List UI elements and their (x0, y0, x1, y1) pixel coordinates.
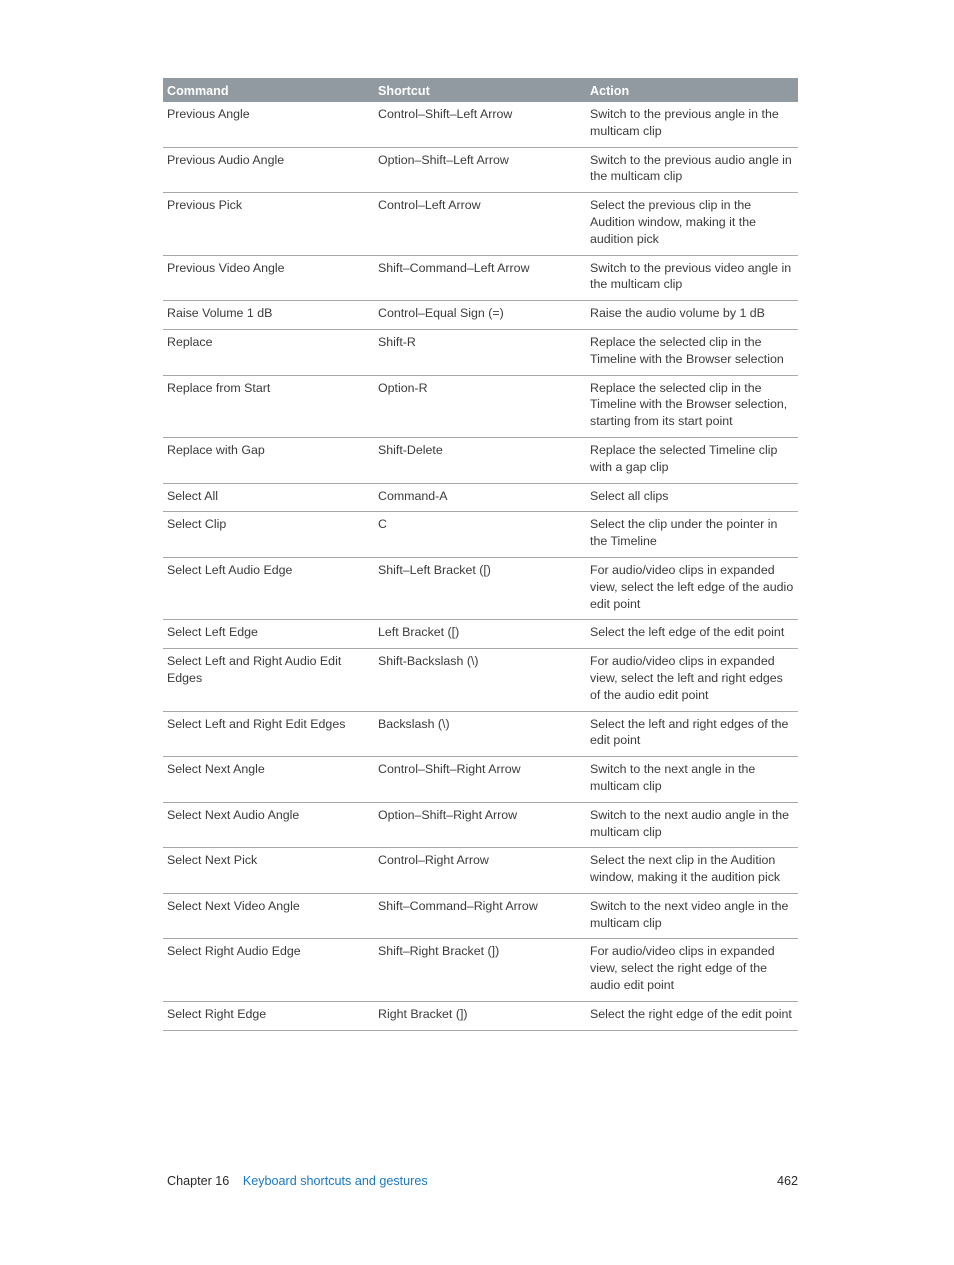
table-row (163, 848, 798, 894)
shortcut-cell: Option-R (374, 375, 586, 437)
action-cell: Select all clips (586, 483, 798, 512)
shortcut-table (163, 78, 798, 1031)
command-cell: Raise Volume 1 dB (163, 301, 374, 330)
shortcut-cell: Control–Left Arrow (374, 193, 586, 255)
shortcut-cell: Option–Shift–Right Arrow (374, 802, 586, 848)
command-cell: Select Next Angle (163, 757, 374, 803)
table-header-row (163, 78, 798, 102)
table-row (163, 557, 798, 619)
action-cell: Select the left edge of the edit point (586, 620, 798, 649)
column-header-command: Command (163, 78, 374, 102)
action-cell: Switch to the next audio angle in the multicam clip (586, 802, 798, 848)
shortcut-cell: Shift–Command–Left Arrow (374, 255, 586, 301)
action-cell: Switch to the next angle in the multicam clip (586, 757, 798, 803)
action-cell: Select the next clip in the Audition window, making it the audition pick (586, 848, 798, 894)
table-row (163, 329, 798, 375)
table-row (163, 620, 798, 649)
table-row (163, 102, 798, 147)
command-cell: Replace with Gap (163, 437, 374, 483)
command-cell: Replace (163, 329, 374, 375)
shortcut-cell: Backslash (\) (374, 711, 586, 757)
command-cell: Select Left and Right Audio Edit Edges (163, 649, 374, 711)
table-row (163, 147, 798, 193)
table-row (163, 301, 798, 330)
action-cell: Raise the audio volume by 1 dB (586, 301, 798, 330)
command-cell: Select Right Edge (163, 1001, 374, 1030)
command-cell: Select Next Audio Angle (163, 802, 374, 848)
action-cell: Select the right edge of the edit point (586, 1001, 798, 1030)
shortcut-cell: C (374, 512, 586, 558)
table-row (163, 1001, 798, 1030)
shortcut-cell: Shift-Delete (374, 437, 586, 483)
action-cell: Replace the selected clip in the Timeline with the Browser selection (586, 329, 798, 375)
action-cell: Select the left and right edges of the edit point (586, 711, 798, 757)
command-cell: Select Next Video Angle (163, 893, 374, 939)
command-cell: Replace from Start (163, 375, 374, 437)
command-cell: Select Right Audio Edge (163, 939, 374, 1001)
action-cell: For audio/video clips in expanded view, select the right edge of the audio edit point (586, 939, 798, 1001)
table-row (163, 437, 798, 483)
shortcut-cell: Shift-Backslash (\) (374, 649, 586, 711)
table-row (163, 939, 798, 1001)
chapter-title-link[interactable]: Keyboard shortcuts and gestures (242, 1174, 428, 1188)
action-cell: Replace the selected clip in the Timeline with the Browser selection, starting from its start point (586, 375, 798, 437)
table-row (163, 893, 798, 939)
table-row (163, 757, 798, 803)
action-cell: For audio/video clips in expanded view, select the left and right edges of the audio edit point (586, 649, 798, 711)
shortcut-cell: Shift–Left Bracket ([) (374, 557, 586, 619)
action-cell: Select the clip under the pointer in the Timeline (586, 512, 798, 558)
shortcut-cell: Option–Shift–Left Arrow (374, 147, 586, 193)
shortcut-cell: Shift–Right Bracket (]) (374, 939, 586, 1001)
command-cell: Select Next Pick (163, 848, 374, 894)
column-header-shortcut: Shortcut (374, 78, 586, 102)
table-row (163, 193, 798, 255)
action-cell: Switch to the previous audio angle in the multicam clip (586, 147, 798, 193)
command-cell: Previous Audio Angle (163, 147, 374, 193)
table-row (163, 711, 798, 757)
shortcut-cell: Left Bracket ([) (374, 620, 586, 649)
action-cell: Switch to the previous video angle in the multicam clip (586, 255, 798, 301)
shortcut-cell: Control–Right Arrow (374, 848, 586, 894)
command-cell: Select All (163, 483, 374, 512)
shortcut-cell: Shift–Command–Right Arrow (374, 893, 586, 939)
shortcut-cell: Command-A (374, 483, 586, 512)
command-cell: Previous Video Angle (163, 255, 374, 301)
table-row (163, 649, 798, 711)
command-cell: Previous Angle (163, 102, 374, 147)
shortcut-cell: Control–Shift–Right Arrow (374, 757, 586, 803)
command-cell: Previous Pick (163, 193, 374, 255)
table-row (163, 512, 798, 558)
shortcut-cell: Control–Equal Sign (=) (374, 301, 586, 330)
table-row (163, 483, 798, 512)
action-cell: Switch to the next video angle in the multicam clip (586, 893, 798, 939)
shortcut-cell: Control–Shift–Left Arrow (374, 102, 586, 147)
chapter-label: Chapter 16 (167, 1174, 230, 1188)
shortcut-cell: Right Bracket (]) (374, 1001, 586, 1030)
page-footer (167, 1173, 798, 1189)
action-cell: Select the previous clip in the Audition window, making it the audition pick (586, 193, 798, 255)
table-row (163, 375, 798, 437)
command-cell: Select Left Edge (163, 620, 374, 649)
table-body (163, 102, 798, 1030)
column-header-action: Action (586, 78, 798, 102)
action-cell: Replace the selected Timeline clip with a gap clip (586, 437, 798, 483)
shortcut-cell: Shift-R (374, 329, 586, 375)
table-row (163, 802, 798, 848)
table-header (163, 78, 798, 102)
table-row (163, 255, 798, 301)
command-cell: Select Clip (163, 512, 374, 558)
page-number: 462 (776, 1174, 798, 1188)
action-cell: For audio/video clips in expanded view, select the left edge of the audio edit point (586, 557, 798, 619)
command-cell: Select Left and Right Edit Edges (163, 711, 374, 757)
command-cell: Select Left Audio Edge (163, 557, 374, 619)
action-cell: Switch to the previous angle in the multicam clip (586, 102, 798, 147)
